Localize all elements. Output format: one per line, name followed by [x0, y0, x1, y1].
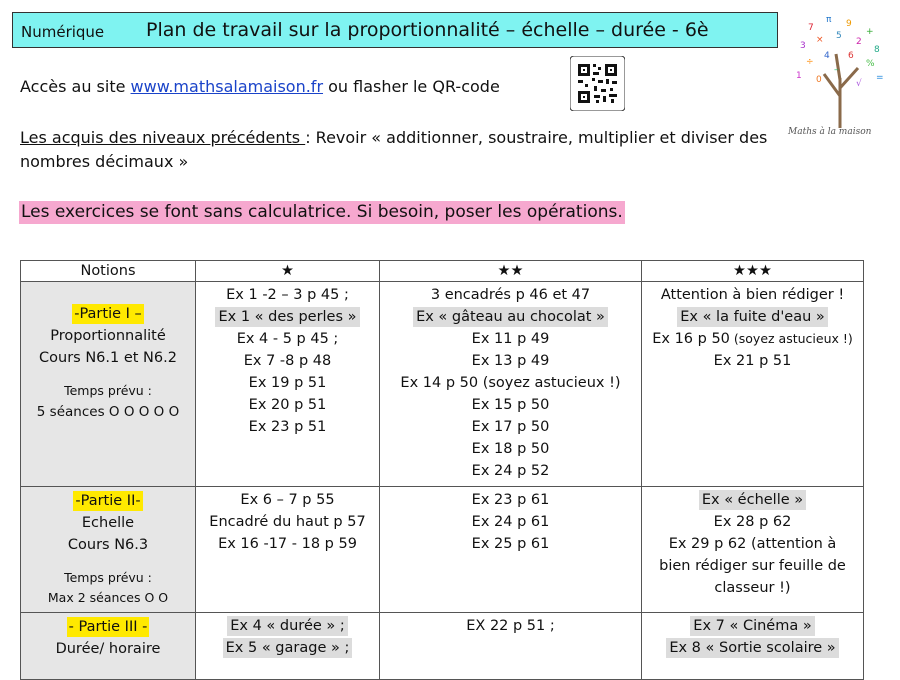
- three-star-cell: [642, 613, 864, 680]
- exercise-item: Ex 7 « Cinéma »: [690, 616, 814, 636]
- exercise-item: Ex 1 -2 – 3 p 45 ;: [226, 287, 349, 303]
- svg-text:π: π: [826, 15, 832, 25]
- exercise-item: Ex 4 « durée » ;: [227, 616, 348, 636]
- time-label: Temps prévu :: [64, 570, 152, 585]
- exercise-text: Ex 16 p 50: [652, 331, 730, 347]
- partie-label: - Partie III -: [68, 619, 148, 635]
- exercise-item: bien rédiger sur feuille de: [659, 558, 846, 574]
- notion-cell: [21, 282, 196, 487]
- notion-title: Proportionnalité: [50, 328, 166, 344]
- notion-course: Cours N6.1 et N6.2: [39, 350, 177, 366]
- exercise-note: (soyez astucieux !): [729, 331, 853, 346]
- svg-text:–: –: [834, 65, 839, 75]
- exercise-item: Ex 16 -17 - 18 p 59: [218, 536, 357, 552]
- time-value: 5 séances O O O O O: [36, 404, 180, 420]
- table-row: [21, 282, 864, 487]
- access-prefix: Accès au site: [20, 77, 131, 96]
- site-link[interactable]: www.mathsalamaison.fr: [130, 77, 324, 96]
- time-value: Max 2 séances O O: [47, 590, 169, 605]
- exercise-item: Ex 8 « Sortie scolaire »: [666, 638, 838, 658]
- svg-text:%: %: [866, 59, 875, 69]
- svg-text:4: 4: [824, 51, 830, 61]
- exercise-item: Ex 23 p 61: [471, 492, 550, 508]
- two-star-cell: [380, 487, 642, 613]
- exercise-item: Ex 11 p 49: [471, 331, 550, 347]
- notion-title: Durée/ horaire: [55, 641, 161, 657]
- page-title: Plan de travail sur la proportionnalité – échelle – durée - 6è: [146, 19, 709, 41]
- svg-text:+: +: [866, 27, 874, 37]
- exercise-item: [644, 328, 861, 350]
- svg-text:7: 7: [808, 23, 814, 33]
- exercise-item: Ex 18 p 50: [471, 441, 550, 457]
- prior-knowledge-heading: Les acquis des niveaux précédents: [20, 128, 306, 147]
- notion-course: Cours N6.3: [67, 537, 149, 553]
- calculator-warning: Les exercices se font sans calculatrice. Si besoin, poser les opérations.: [21, 202, 623, 222]
- exercise-item: Ex 23 p 51: [248, 419, 327, 435]
- exercise-item: Ex 28 p 62: [713, 514, 792, 530]
- exercise-item: Ex 20 p 51: [248, 397, 327, 413]
- svg-text:6: 6: [848, 51, 854, 61]
- svg-text:5: 5: [836, 31, 842, 41]
- exercise-item: Ex 29 p 62 (attention à: [668, 536, 837, 552]
- exercise-item: Ex 19 p 51: [248, 375, 327, 391]
- exercise-item: Ex 7 -8 p 48: [243, 353, 332, 369]
- header-one-star: ★: [196, 261, 380, 282]
- exercise-item: Encadré du haut p 57: [209, 514, 366, 530]
- access-suffix: ou flasher le QR-code: [323, 77, 500, 96]
- svg-text:√: √: [856, 79, 862, 89]
- exercise-item: EX 22 p 51 ;: [466, 618, 555, 634]
- svg-text:÷: ÷: [806, 57, 814, 67]
- svg-text:9: 9: [846, 19, 852, 29]
- svg-text:8: 8: [874, 45, 880, 55]
- exercise-item: Ex 1 « des perles »: [215, 307, 359, 327]
- svg-text:3: 3: [800, 41, 806, 51]
- two-star-cell: [380, 613, 642, 680]
- partie-label: -Partie II-: [75, 493, 141, 509]
- table-header-row: [21, 261, 864, 282]
- notion-title: Echelle: [81, 515, 135, 531]
- exercise-item: 3 encadrés p 46 et 47: [430, 287, 591, 303]
- title-banner: [12, 12, 778, 48]
- exercise-item: Ex 6 – 7 p 55: [240, 492, 335, 508]
- table-row: [21, 487, 864, 613]
- exercise-item: Ex 24 p 52: [471, 463, 550, 479]
- exercise-item: Ex 25 p 61: [471, 536, 550, 552]
- exercise-item: Ex 5 « garage » ;: [223, 638, 353, 658]
- exercise-item: Ex 15 p 50: [471, 397, 550, 413]
- qr-code-icon[interactable]: [570, 56, 625, 111]
- header-notions: Notions: [21, 261, 196, 282]
- exercise-item: Ex « échelle »: [699, 490, 806, 510]
- prior-knowledge: [20, 126, 780, 174]
- svg-text:1: 1: [796, 71, 802, 81]
- one-star-cell: [196, 487, 380, 613]
- three-star-cell: [642, 487, 864, 613]
- prior-knowledge-text: Revoir « additionner, soustraire, multiplier et diviser des nombres décimaux »: [20, 128, 768, 171]
- exercise-item: classeur !): [714, 580, 791, 596]
- exercise-item: Ex « la fuite d'eau »: [677, 307, 828, 327]
- svg-text:0: 0: [816, 75, 822, 85]
- one-star-cell: [196, 282, 380, 487]
- notion-cell: [21, 487, 196, 613]
- header-two-stars: ★★: [380, 261, 642, 282]
- exercise-item: Ex 17 p 50: [471, 419, 550, 435]
- header-three-stars: ★★★: [642, 261, 864, 282]
- two-star-cell: [380, 282, 642, 487]
- svg-text:=: =: [876, 73, 884, 83]
- svg-text:2: 2: [856, 37, 862, 47]
- time-label: Temps prévu :: [64, 383, 152, 398]
- notion-cell: [21, 613, 196, 680]
- exercise-item: Ex 13 p 49: [471, 353, 550, 369]
- exercise-item: Ex 14 p 50 (soyez astucieux !): [400, 375, 621, 391]
- exercise-item: Attention à bien rédiger !: [660, 287, 845, 303]
- exercise-item: Ex « gâteau au chocolat »: [413, 307, 608, 327]
- svg-text:Maths à la maison: Maths à la maison: [788, 127, 872, 137]
- one-star-cell: [196, 613, 380, 680]
- exercise-item: Ex 4 - 5 p 45 ;: [236, 331, 339, 347]
- table-row: [21, 613, 864, 680]
- svg-text:×: ×: [816, 35, 824, 45]
- maths-tree-logo: [786, 8, 894, 142]
- three-star-cell: [642, 282, 864, 487]
- work-plan-table: [20, 260, 864, 680]
- site-access-line: [20, 77, 500, 96]
- partie-label: -Partie I –: [74, 306, 142, 322]
- exercise-item: Ex 24 p 61: [471, 514, 550, 530]
- subject-label: Numérique: [21, 23, 105, 41]
- prior-knowledge-colon: :: [305, 128, 311, 147]
- exercise-item: Ex 21 p 51: [713, 353, 792, 369]
